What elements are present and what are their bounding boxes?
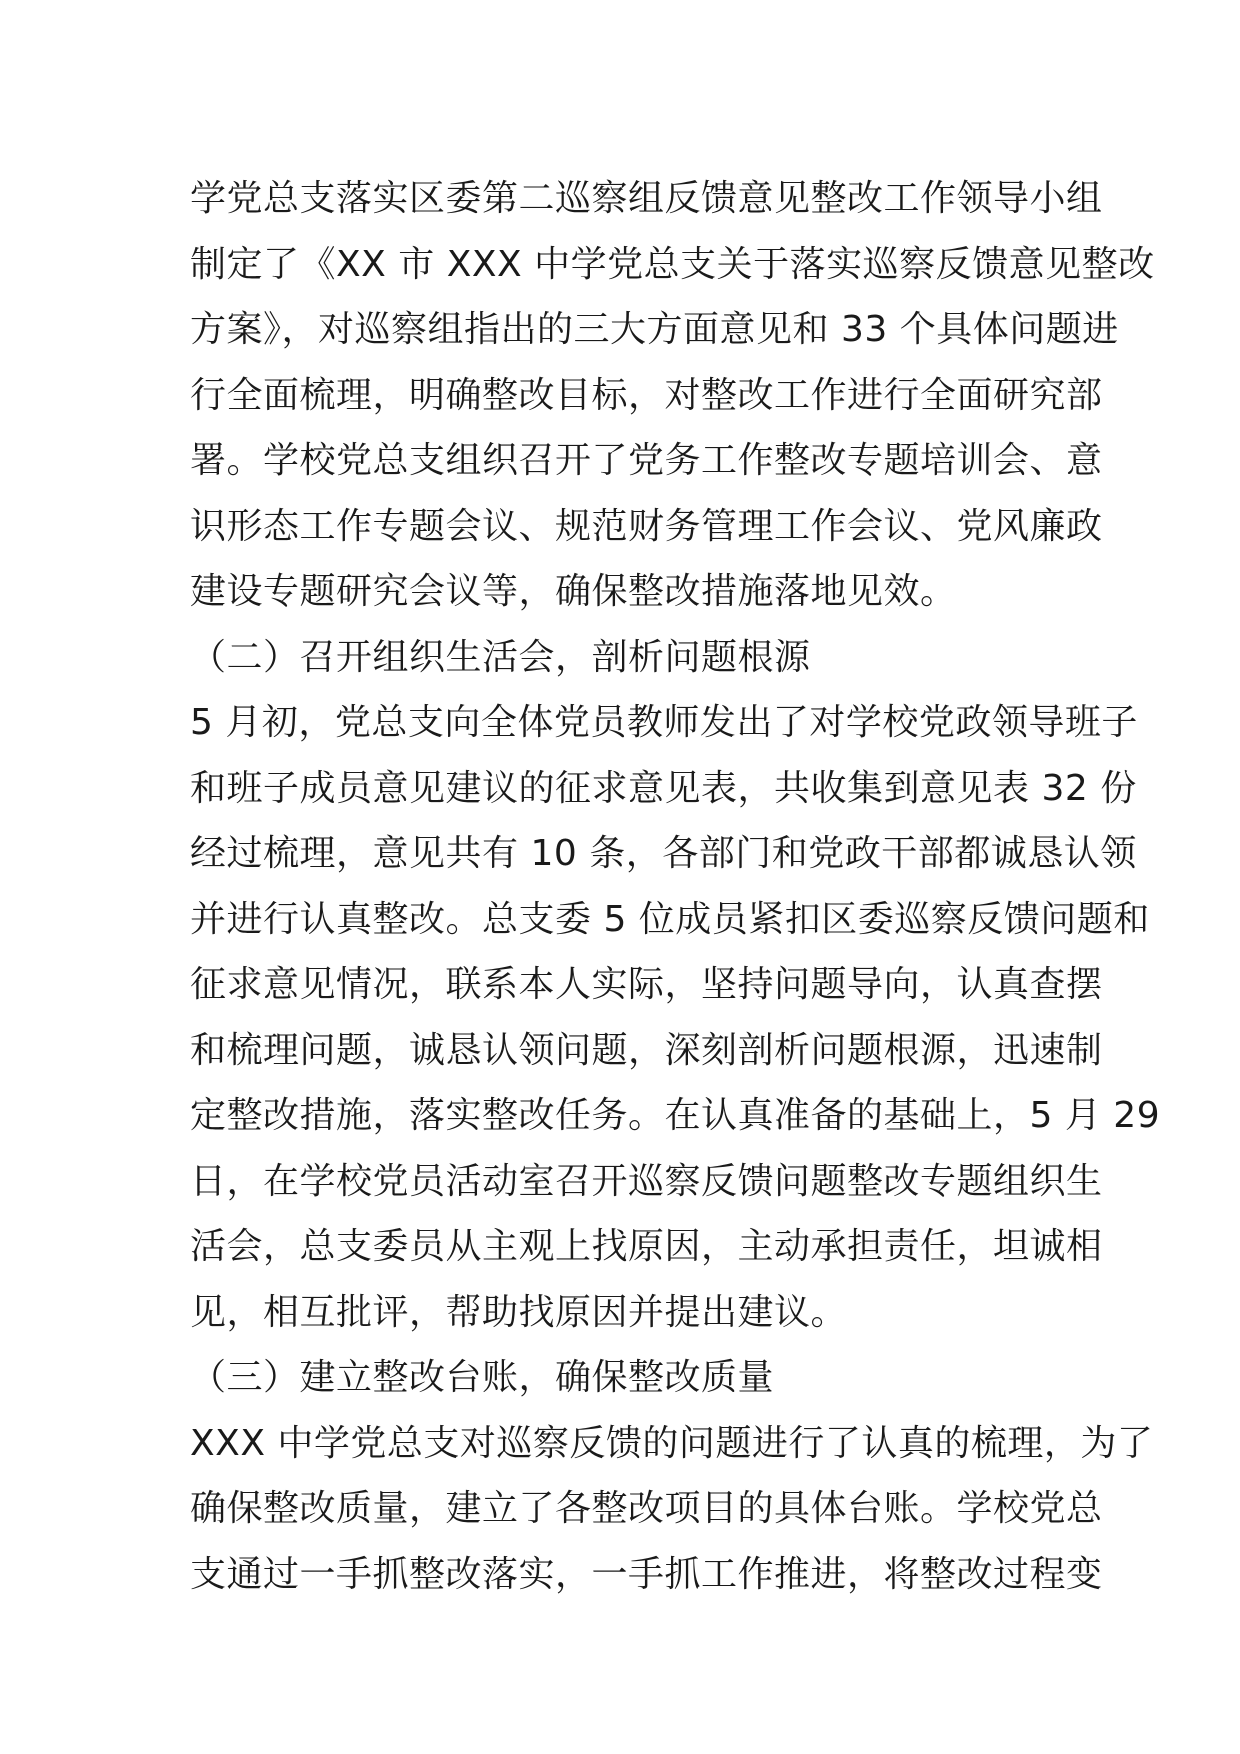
- paragraph-line: 日，在学校党员活动室召开巡察反馈问题整改专题组织生: [190, 1160, 1103, 1202]
- paragraph-line: 5 月初，党总支向全体党员教师发出了对学校党政领导班子: [190, 702, 1138, 743]
- paragraph-line: 和班子成员意见建议的征求意见表，共收集到意见表 32 份: [190, 767, 1137, 809]
- document-body: [190, 166, 1161, 1607]
- paragraph-line: 建设专题研究会议等，确保整改措施落地见效。: [190, 571, 957, 612]
- paragraph-line: 署。学校党总支组织召开了党务工作整改专题培训会、意: [190, 440, 1103, 481]
- paragraph-line: 并进行认真整改。总支委 5 位成员紧扣区委巡察反馈问题和: [190, 898, 1150, 940]
- paragraph-line: 征求意见情况，联系本人实际，坚持问题导向，认真查摆: [190, 964, 1103, 1005]
- paragraph-line: 定整改措施，落实整改任务。在认真准备的基础上，5 月 29: [190, 1095, 1161, 1136]
- paragraph-line: 行全面梳理，明确整改目标，对整改工作进行全面研究部: [190, 374, 1103, 416]
- paragraph-line: 支通过一手抓整改落实，一手抓工作推进，将整改过程变: [190, 1553, 1103, 1595]
- paragraph-line: 制定了《XX 市 XXX 中学党总支关于落实巡察反馈意见整改: [190, 243, 1155, 285]
- paragraph-line: 识形态工作专题会议、规范财务管理工作会议、党风廉政: [190, 505, 1103, 547]
- paragraph-line: 见，相互批评，帮助找原因并提出建议。: [190, 1291, 848, 1333]
- paragraph-line: XXX 中学党总支对巡察反馈的问题进行了认真的梳理，为了: [190, 1422, 1154, 1464]
- paragraph-line: 活会，总支委员从主观上找原因，主动承担责任，坦诚相: [190, 1226, 1103, 1267]
- paragraph-line: 和梳理问题，诚恳认领问题，深刻剖析问题根源，迅速制: [190, 1029, 1103, 1071]
- paragraph-line: 方案》，对巡察组指出的三大方面意见和 33 个具体问题进: [190, 309, 1119, 350]
- paragraph-line: 学党总支落实区委第二巡察组反馈意见整改工作领导小组: [190, 178, 1103, 219]
- paragraph-line: 经过梳理，意见共有 10 条，各部门和党政干部都诚恳认领: [190, 833, 1137, 874]
- section-heading-2: （二）召开组织生活会，剖析问题根源: [190, 636, 811, 678]
- section-heading-3: （三）建立整改台账，确保整改质量: [190, 1357, 775, 1398]
- paragraph-line: 确保整改质量，建立了各整改项目的具体台账。学校党总: [190, 1488, 1103, 1529]
